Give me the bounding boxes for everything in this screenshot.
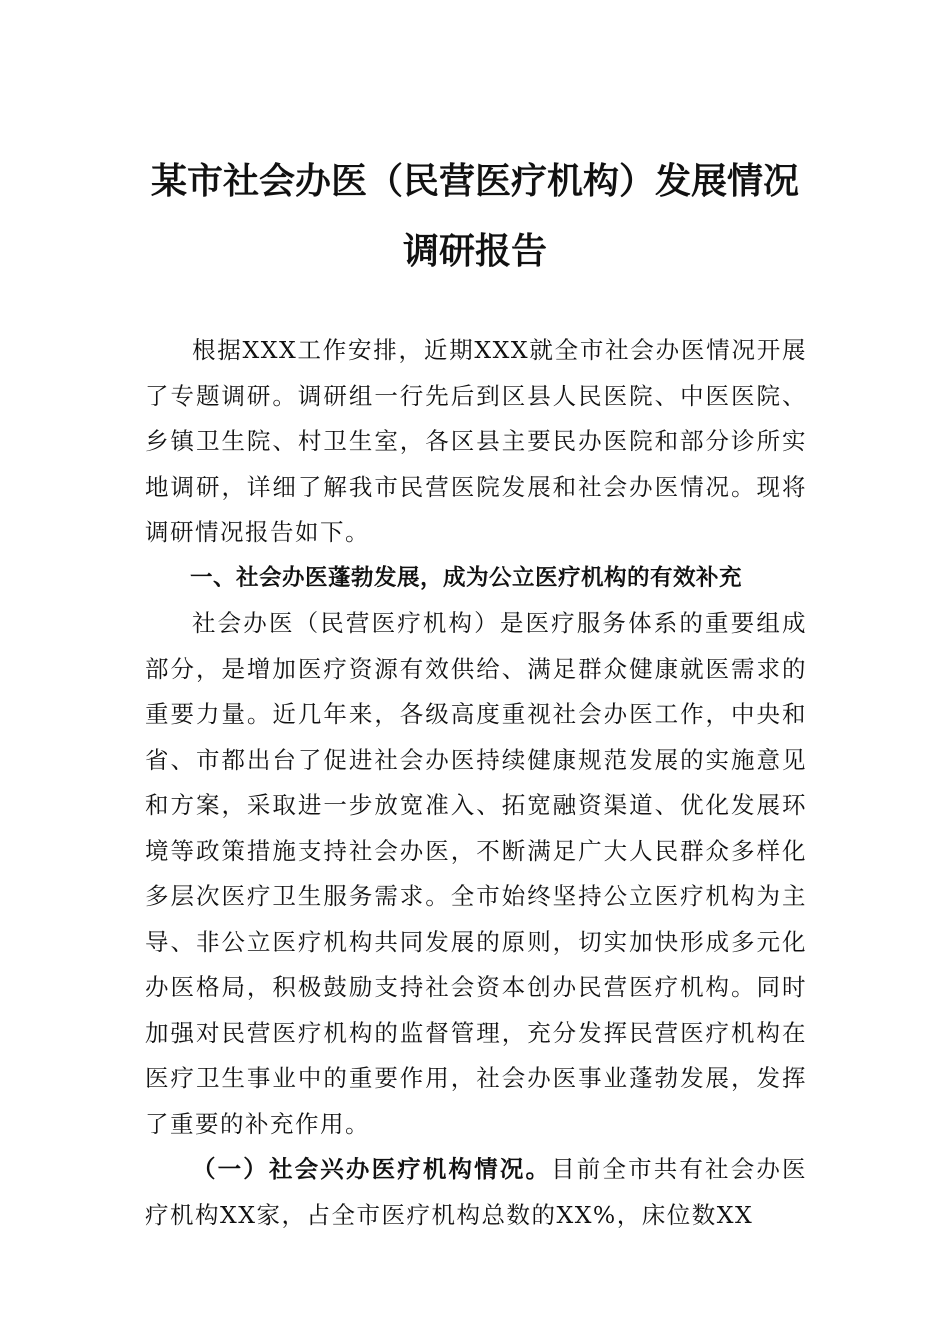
subsection-1-heading: （一）社会兴办医疗机构情况。 [192,1155,552,1183]
subsection-1-paragraph [145,1147,807,1238]
section-1-paragraph: 社会办医（民营医疗机构）是医疗服务体系的重要组成部分，是增加医疗资源有效供给、满足群众健康就医需求的重要力量。近几年来，各级高度重视社会办医工作，中央和省、市都出台了促进社会办医持续健康规范发展的实施意见和方案，采取进一步放宽准入、拓宽融资渠道、优化发展环境等政策措施支持社会办医，不断满足广大人民群众多样化多层次医疗卫生服务需求。全市始终坚持公立医疗机构为主导、非公立医疗机构共同发展的原则，切实加快形成多元化办医格局，积极鼓励支持社会资本创办民营医疗机构。同时加强对民营医疗机构的监督管理，充分发挥民营医疗机构在医疗卫生事业中的重要作用，社会办医事业蓬勃发展，发挥了重要的补充作用。 [145,609,807,1138]
section-1-heading: 一、社会办医蓬勃发展，成为公立医疗机构的有效补充 [190,564,743,591]
document-title-line-1: 某市社会办医（民营医疗机构）发展情况 [150,161,799,202]
subsection-1-text: 目前全市共有社会办医疗机构XX家，占全市医疗机构总数的XX%，床位数XX [145,1155,808,1229]
document-body [145,328,807,1238]
intro-paragraph: 根据XXX工作安排，近期XXX就全市社会办医情况开展了专题调研。调研组一行先后到区县人民医院、中医医院、乡镇卫生院、村卫生室，各区县主要民办医院和部分诊所实地调研，详细了解我市民营医院发展和社会办医情况。现将调研情况报告如下。 [145,336,807,546]
document-title-line-2: 调研报告 [402,231,547,272]
